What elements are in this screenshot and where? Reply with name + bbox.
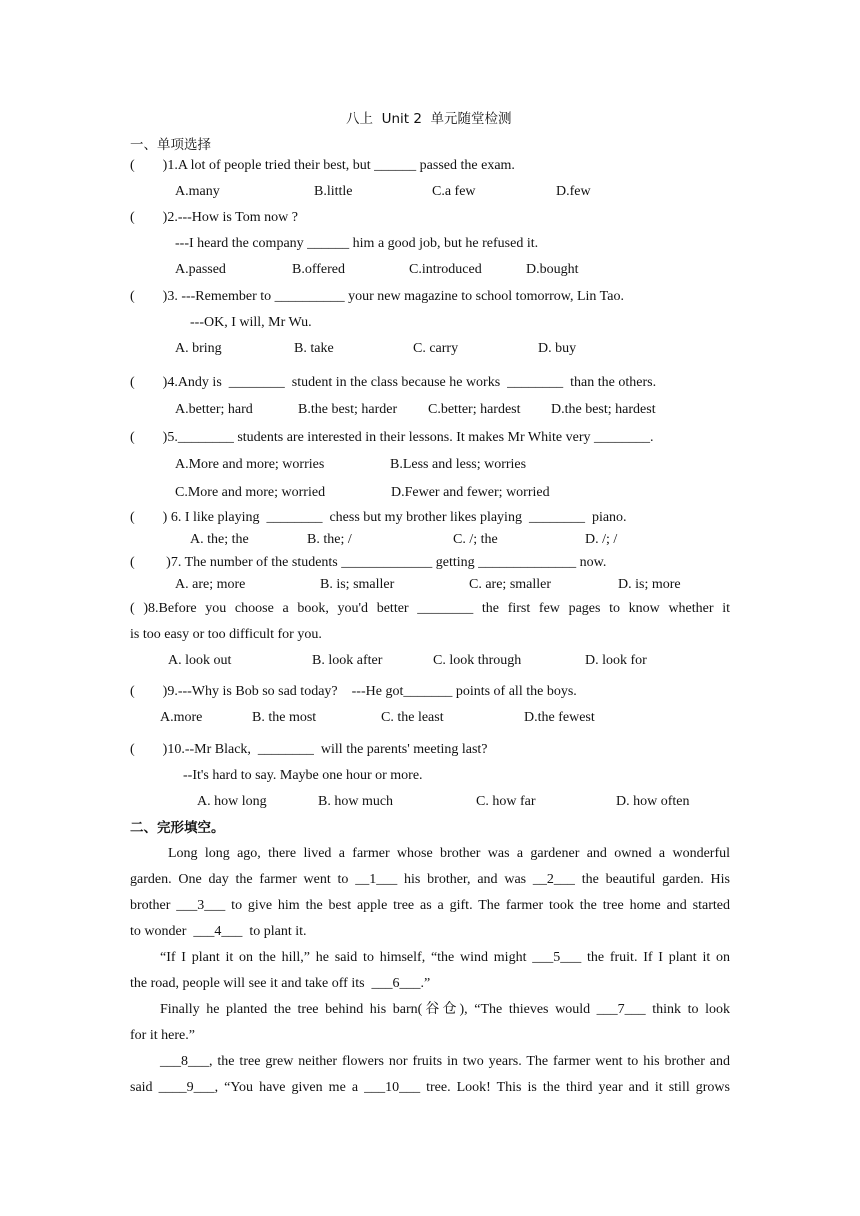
question-2-option-c: C.introduced <box>409 262 482 277</box>
question-8-line-2: is too easy or too difficult for you. <box>130 627 322 642</box>
passage-line-6: the road, people will see it and take off its ___6___.” <box>130 976 431 991</box>
question-5-option-c: C.More and more; worried <box>175 485 326 500</box>
question-9-option-d: D.the fewest <box>524 710 595 725</box>
question-9-option-c: C. the least <box>381 710 444 725</box>
passage-line-3: brother ___3___ to give him the best apple tree as a gift. The farmer took the tree home and started <box>130 898 730 913</box>
passage-line-4: to wonder ___4___ to plant it. <box>130 924 307 939</box>
question-3-option-c: C. carry <box>413 341 459 356</box>
passage-line-5: “If I plant it on the hill,” he said to himself, “the wind might ___5___ the fruit. If I plant it on <box>160 950 730 965</box>
question-10-option-a: A. how long <box>197 794 267 809</box>
question-7-option-d: D. is; more <box>618 577 681 592</box>
passage-line-2: garden. One day the farmer went to __1___ his brother, and was __2___ the beautiful garden. His <box>130 872 730 887</box>
question-1-option-c: C.a few <box>432 184 476 199</box>
question-7-option-a: A. are; more <box>175 577 246 592</box>
question-1-option-a: A.many <box>175 184 220 199</box>
passage-line-8: for it here.” <box>130 1028 195 1043</box>
question-3-option-b: B. take <box>294 341 334 356</box>
question-10-option-c: C. how far <box>476 794 536 809</box>
question-4-option-d: D.the best; hardest <box>551 402 656 417</box>
question-9-option-a: A.more <box>160 710 203 725</box>
question-10-stem: ( )10.--Mr Black, ________ will the parents' meeting last? <box>130 742 488 757</box>
question-2-option-b: B.offered <box>292 262 345 277</box>
question-4-option-a: A.better; hard <box>175 402 253 417</box>
question-9-option-b: B. the most <box>252 710 317 725</box>
question-8-option-d: D. look for <box>585 653 647 668</box>
passage-line-1: Long long ago, there lived a farmer whose brother was a gardener and owned a wonderful <box>168 846 730 861</box>
question-5-option-d: D.Fewer and fewer; worried <box>391 485 550 500</box>
question-6-option-b: B. the; / <box>307 532 352 547</box>
question-3-stem: ( )3. ---Remember to __________ your new magazine to school tomorrow, Lin Tao. <box>130 289 624 304</box>
section-heading-single-choice: 一、单项选择 <box>130 137 211 153</box>
question-6-option-d: D. /; / <box>585 532 618 547</box>
question-4-stem: ( )4.Andy is ________ student in the class because he works ________ than the others. <box>130 375 657 390</box>
question-10-option-d: D. how often <box>616 794 690 809</box>
question-10-line-2: --It's hard to say. Maybe one hour or more. <box>183 768 423 783</box>
question-9-stem: ( )9.---Why is Bob so sad today? ---He got_______ points of all the boys. <box>130 684 577 699</box>
question-1-option-b: B.little <box>314 184 353 199</box>
question-1-stem: ( )1.A lot of people tried their best, but ______ passed the exam. <box>130 158 515 173</box>
question-2-option-a: A.passed <box>175 262 226 277</box>
question-7-option-c: C. are; smaller <box>469 577 552 592</box>
question-7-stem: ( )7. The number of the students _____________ getting ______________ now. <box>130 555 607 570</box>
question-5-stem: ( )5.________ students are interested in their lessons. It makes Mr White very ________. <box>130 430 654 445</box>
document-title: 八上 Unit 2 单元随堂检测 <box>346 111 512 127</box>
question-7-option-b: B. is; smaller <box>320 577 395 592</box>
question-6-option-c: C. /; the <box>453 532 498 547</box>
question-1-option-d: D.few <box>556 184 591 199</box>
section-heading-cloze: 二、完形填空。 <box>130 820 225 836</box>
question-6-stem: ( ) 6. I like playing ________ chess but my brother likes playing ________ piano. <box>130 510 627 525</box>
question-8-stem: ( )8.Before you choose a book, you'd better ________ the first few pages to know whether it <box>130 601 730 616</box>
question-3-line-2: ---OK, I will, Mr Wu. <box>190 315 312 330</box>
question-2-stem: ( )2.---How is Tom now ? <box>130 210 298 225</box>
question-4-option-b: B.the best; harder <box>298 402 398 417</box>
question-3-option-a: A. bring <box>175 341 222 356</box>
question-3-option-d: D. buy <box>538 341 577 356</box>
question-5-option-b: B.Less and less; worries <box>390 457 527 472</box>
passage-line-9: ___8___, the tree grew neither flowers nor fruits in two years. The farmer went to his brother and <box>160 1054 730 1069</box>
question-8-option-b: B. look after <box>312 653 383 668</box>
question-10-option-b: B. how much <box>318 794 394 809</box>
question-5-option-a: A.More and more; worries <box>175 457 325 472</box>
question-2-line-2: ---I heard the company ______ him a good job, but he refused it. <box>175 236 539 251</box>
question-8-option-a: A. look out <box>168 653 232 668</box>
question-2-option-d: D.bought <box>526 262 579 277</box>
question-8-option-c: C. look through <box>433 653 522 668</box>
question-4-option-c: C.better; hardest <box>428 402 521 417</box>
question-6-option-a: A. the; the <box>190 532 249 547</box>
passage-line-10: said ____9___, “You have given me a ___10___ tree. Look! This is the third year and it still grows <box>130 1080 730 1095</box>
passage-line-7: Finally he planted the tree behind his barn(谷仓), “The thieves would ___7___ think to look <box>160 1002 730 1017</box>
